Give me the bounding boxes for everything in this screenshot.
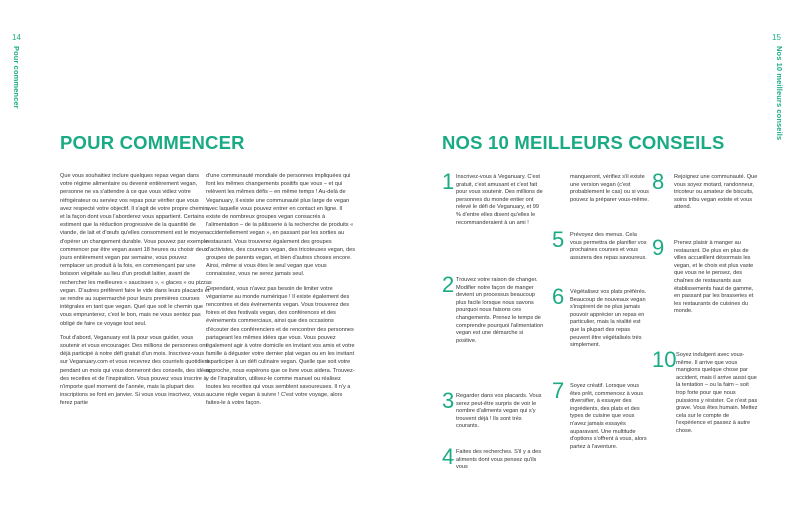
page-number-left: 14 [12, 33, 21, 42]
tip-number: 5 [552, 227, 565, 252]
paragraph: Que vous souhaitiez inclure quelques repas vegan dans votre régime alimentaire ou devenir entièrement vegan, personne ne va s'attendre à ce que vous vidiez votre réfrigérateur ou serviez vos repas pour vérifier que vous avez respecté votre objectif. Il s'agit de votre propre chemin, et la façon dont vous l'aborderez vous appartient. Certains estiment que la réduction progressive de la quantité de viande, de lait et d'œufs qu'elles consomment est le moyen d'opérer un changement durable. Vous pouvez par exemple commencer par être vegan avant 18 heures ou choisir deux jours entièrement vegan par semaine, vous pouvez remplacer un produit à la fois, en commençant par une boisson végétale au lieu d'un produit laitier, avant de rechercher les meilleures « saucisses », « glaces » ou pizzas vegan. D'autres préfèrent faire le vide dans leurs placards et se rendre au supermarché pour leurs premières courses intégrales en tant que vegan. Quel que soit le chemin que vous emprunterez, c'est le bon, mais ne vous sentez pas obligé de faire ce voyage tout seul. [60, 173, 212, 327]
tip-number: 9 [652, 235, 665, 260]
left-heading: POUR COMMENCER [60, 132, 245, 153]
tip-text: Inscrivez-vous à Veganuary. C'est gratuit, c'est amusant et c'est fait pour vous soutenir. Des millions de personnes du monde entier ont relevé le défi de Veganuary, et 99 % d'entre elles disent qu'elles le recommanderaient à un ami ! [456, 174, 543, 226]
tip-text: Regarder dans vos placards. Vous serez peut-être surpris de voir le nombre d'aliments vegan qui s'y trouvent déjà ! Ils sont très courants. [456, 393, 542, 430]
tip-text: Prévoyez des menus. Cela vous permettra de planifier vos prochaines courses et vous assurera des repas savoureux. [570, 232, 647, 261]
tip-text: Soyez indulgent avec vous-même. Il arrive que vous mangions quelque chose par accident, mais il arrive aussi que la tentation – ou la faim – soit trop forte pour que nous puissions y résister. Ce n'est pas grave. Vous êtes humain. Mettez cela sur le compte de l'expérience et passez à autre chose. [676, 352, 758, 434]
tip-text: Prenez plaisir à manger au restaurant. De plus en plus de villes accueillent désormais les vegan, et le choix est plus vaste que vous ne le pensez, des chaînes de restaurants aux établissements haut de gamme, en passant par les brasseries et les restaurants de cuisines du monde. [674, 240, 754, 315]
tip-number: 1 [442, 169, 455, 194]
running-title-right: Nos 10 meilleurs conseils [775, 46, 784, 141]
tip-text: Faites des recherches. S'il y a des aliments dont vous pensez qu'ils vous [456, 449, 542, 471]
tip-text: Trouvez votre raison de changer. Modifier notre façon de manger devient un processus beaucoup plus facile lorsque nous savons pourquoi nous faisons ces changements. Prenez le temps de comprendre pourquoi l'alimentation vegan est une démarche si positive. [456, 277, 544, 344]
paragraph: Tout d'abord, Veganuary est là pour vous guider, vous soutenir et vous encourager. Des millions de personnes ont déjà participé à notre défi gratuit d'un mois. Inscrivez-vous sur Veganuary.com et vous recevrez des courriels quotidiens pendant un mois qui vous donneront des conseils, des idées, des recettes et de l'inspiration. Vous pouvez vous inscrire à n'importe quel moment de l'année, mais la plupart des inscriptions se font en janvier. Si vous vous inscrivez, vous ferez partie [60, 334, 212, 407]
tip-text: manqueront, vérifiez s'il existe une version vegan (c'est probablement le cas) ou si vous pouvez la préparer vous-même. [570, 174, 649, 203]
tip-number: 6 [552, 284, 565, 309]
tip-text: Soyez créatif. Lorsque vous êtes prêt, commencez à vous diversifier, à essayer des ingrédients, des plats et des types de cuisine que vous n'avez jamais essayés auparavant. Une multitude d'options s'offrent à vous, alors partez à l'aventure. [570, 383, 647, 450]
tip-number: 2 [442, 272, 455, 297]
page-number-right: 15 [772, 33, 781, 42]
tip-text: Rejoignez une communauté. Que vous soyez motard, randonneur, tricoteur ou amateur de biscuits, soins tribu vegan existe et vous attend. [674, 174, 758, 211]
left-column-2 [206, 172, 356, 414]
running-title-left: Pour commencer [12, 46, 21, 109]
tip-text: Végétalisez vos plats préférés. Beaucoup de nouveaux vegan s'inspirent de ne plus jamais pouvoir apprécier un repas en particulier, mais la réalité est que la plupart des repas peuvent être végétalisés très simplement. [570, 289, 647, 349]
tip-number: 4 [442, 444, 455, 469]
tip-number: 10 [652, 347, 677, 372]
paragraph: Cependant, vous n'avez pas besoin de limiter votre véganisme au monde numérique ! Il existe également des rencontres et des événements vegan. Vous trouverez des foires et des festivals vegan, des conférences et des événements commerciaux, ainsi que des occasions d'écouter des conférenciers et de rencontrer des personnes partageant les mêmes idées que vous. Vous pouvez également agir à votre domicile en invitant vos amis et votre famille à déguster votre dernier plat vegan ou en les invitant à participer à un défi culinaire vegan. Quelle que soit votre approche, nous espérons que ce livre vous aidera. Trouvez-y de l'inspiration, utilisez-le comme manuel ou réalisez toutes les recettes qui vous semblent savoureuses. Il n'y a aucune règle vegan à suivre ! C'est votre voyage, alors faites-le à votre façon. [206, 285, 355, 407]
tip-number: 3 [442, 388, 455, 413]
tip-number: 8 [652, 169, 665, 194]
paragraph: d'une communauté mondiale de personnes impliquées qui font les mêmes changements positifs que vous – et qui relèvent les mêmes défis – en même temps ! Au-delà de Veganuary, il existe une communauté plus large de vegan avec laquelle vous pouvez entrer en contact en ligne. Il existe de nombreux groupes vegan consacrés à l'alimentation – de la pâtisserie à la recherche de produits « accidentellement vegan », en passant par les sorties au restaurant. Vous trouverez également des groupes d'activistes, des coureurs vegan, des tricoteuses vegan, des groupes de parents vegan, et bien d'autres choses encore. Ainsi, même si vous êtes le seul vegan que vous connaissiez, vous ne serez jamais seul. [206, 173, 356, 278]
left-column-1 [60, 172, 212, 414]
tip-number: 7 [552, 378, 565, 403]
right-heading: NOS 10 MEILLEURS CONSEILS [442, 132, 725, 153]
